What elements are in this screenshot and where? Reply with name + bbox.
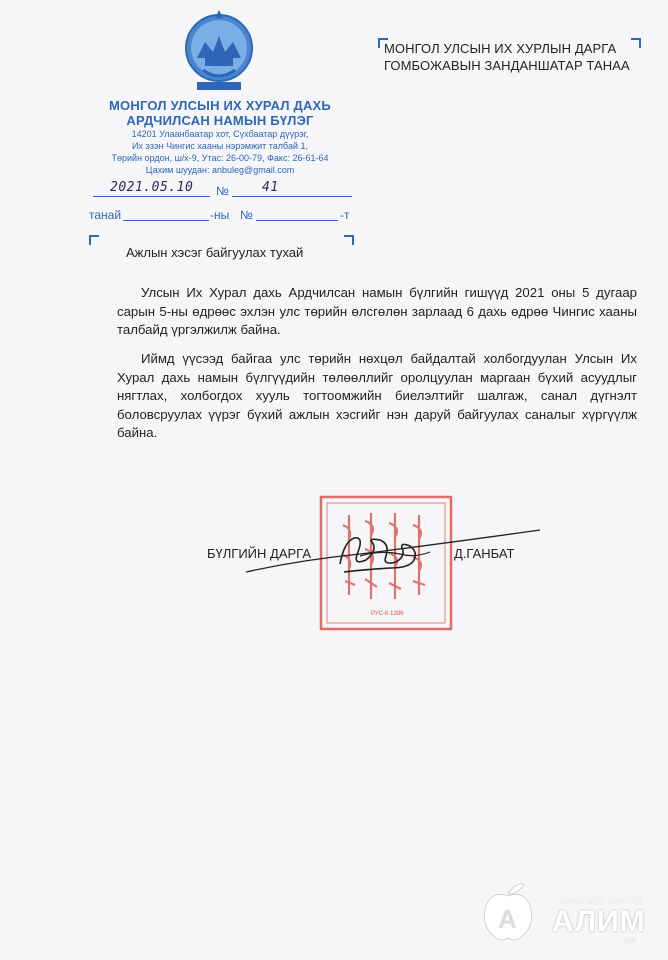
- email-line: Цахим шуудан: anbuleg@gmail.com: [145, 165, 295, 175]
- subject-corner-mark: [89, 235, 99, 245]
- address-line: Төрийн ордон, ш/х-9, Утас: 26-00-79, Факс: 26-61-64: [111, 153, 329, 163]
- body-paragraph: Улсын Их Хурал дахь Ардчилсан намын бүлгийн гишүүд 2021 оны 5 дугаар сарын 5-ны өдрөөс эхлэн улс төрийн өлсгөлөн зарлаад 6 дахь өдрөө Чингис хааны талбайд үргэлжилж байна.: [117, 285, 637, 337]
- yours-label: танай: [89, 208, 122, 222]
- signatory-name: Д.ГАНБАТ: [454, 546, 515, 561]
- stamp-registration-text: РУС-К 1396: [371, 611, 404, 617]
- signatory-title: БҮЛГИЙН ДАРГА: [207, 546, 312, 561]
- svg-text:A: A: [498, 904, 517, 934]
- apple-logo-icon: [480, 880, 536, 942]
- number-label: №: [216, 184, 229, 198]
- addressee-block: [384, 40, 644, 74]
- watermark-domain: MN: [624, 938, 635, 945]
- ref-number-label: №: [240, 208, 253, 222]
- nii-label: -ны: [210, 208, 230, 222]
- t-label: -т: [340, 208, 350, 222]
- handwritten-signature: [240, 520, 550, 580]
- yours-underline: [123, 220, 209, 221]
- address-line: Их эзэн Чингис хааны нэрэмжит талбай 1,: [131, 141, 309, 151]
- address-line: 14201 Улаанбаатар хот, Сүхбаатар дүүрэг,: [131, 129, 309, 139]
- organization-name-line2: АРДЧИЛСАН НАМЫН БҮЛЭГ: [126, 113, 314, 128]
- letter-date: 2021.05.10: [110, 180, 194, 195]
- ref-number-underline: [256, 220, 338, 221]
- number-underline: [232, 196, 352, 197]
- letter-number: 41: [262, 180, 279, 195]
- organization-name-line1: МОНГОЛ УЛСЫН ИХ ХУРАЛ ДАХЬ: [109, 98, 331, 113]
- watermark-brand: АЛИМ: [552, 905, 646, 938]
- addressee-line2: ГОМБОЖАВЫН ЗАНДАНШАТАР ТАНАА: [384, 58, 630, 73]
- organization-name: [100, 98, 340, 128]
- date-underline: [93, 196, 210, 197]
- body-paragraph: Иймд үүсээд байгаа улс төрийн нөхцөл байдалтай холбогдуулан Улсын Их Хурал дахь намын бүлгүүдийн төлөөллийг оролцуулан маргаан бүхий асуудлыг нягтлах, холбогдох хууль тогтоомжийн биелэлтийг шалгаж, санал дүгнэлт боловсруулах үүрэг бүхий ажлын хэсгийг нэн даруй байгуулах саналыг хүргүүлж байна.: [117, 351, 637, 440]
- watermark-tagline: АЛИМ МЭТ АМТТАЙ: [560, 897, 643, 906]
- subject-corner-mark: [344, 235, 354, 245]
- organization-address: [100, 128, 340, 176]
- state-emblem-icon: [183, 8, 255, 94]
- letter-subject: Ажлын хэсэг байгуулах тухай: [126, 245, 304, 260]
- addressee-line1: МОНГОЛ УЛСЫН ИХ ХУРЛЫН ДАРГА: [384, 41, 617, 56]
